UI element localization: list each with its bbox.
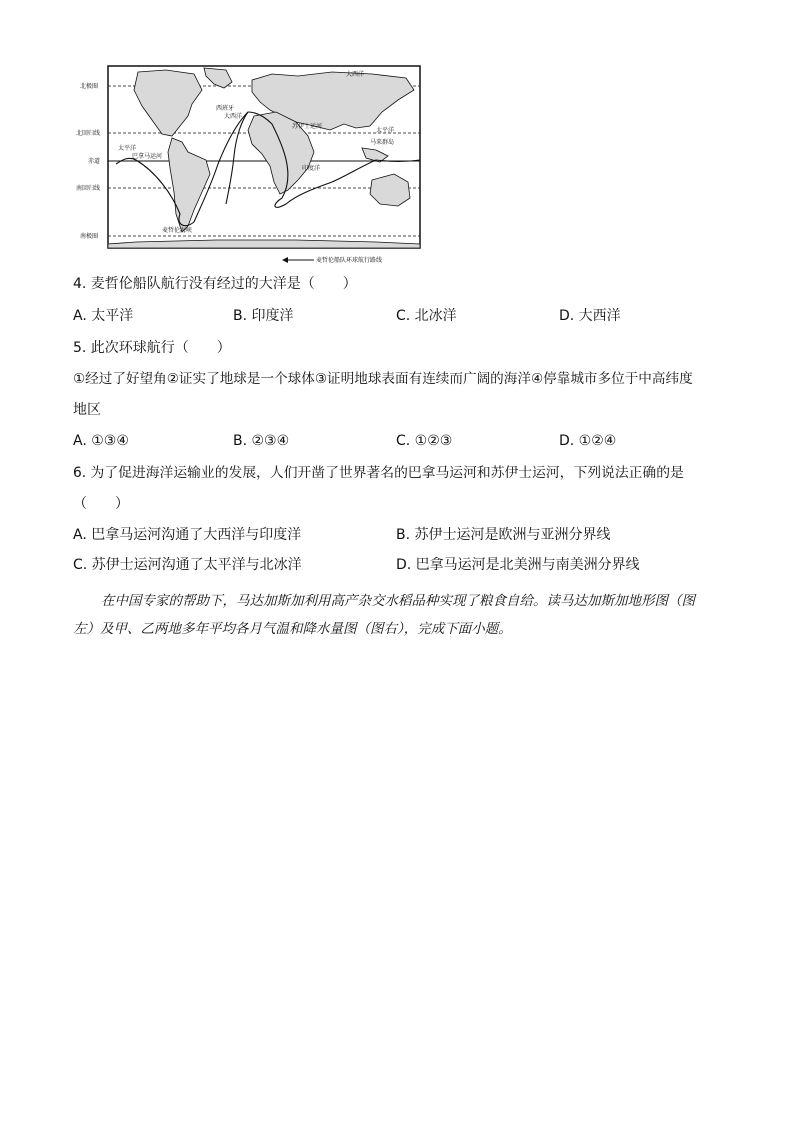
q4-option-b[interactable]: B. 印度洋 [233,308,294,324]
map-svg [76,64,428,266]
place-label-suez: 苏伊士运河 [292,123,323,130]
place-label-malay: 马来群岛 [370,139,395,146]
intro-paragraph [73,587,733,643]
q5-option-a[interactable]: A. ①③④ [73,433,129,449]
legend-label: 麦哲伦船队环球航行路线 [316,257,383,264]
place-label-panama: 巴拿马运河 [132,153,163,160]
ocean-label-pacific-e: 太平洋 [118,145,137,152]
lat-label-capricorn: 南回归线 [76,185,101,192]
intro-line1: 在中国专家的帮助下，马达加斯加利用高产杂交水稻品种实现了粮食自给。读马达加斯加地形图（图 [101,593,695,609]
q4-stem: 4. 麦哲伦船队航行没有经过的大洋是（ ） [73,276,357,292]
lat-label-equator: 赤道 [88,158,101,165]
legend-arrow-icon [282,257,288,263]
world-route-map [76,64,428,266]
q5-statements-line2: 地区 [73,402,101,418]
q4-option-c[interactable]: C. 北冰洋 [396,308,457,324]
q5-option-d[interactable]: D. ①②④ [559,433,617,449]
q6-option-c[interactable]: C. 苏伊士运河沟通了太平洋与北冰洋 [73,557,302,573]
intro-line2: 左）及甲、乙两地多年平均各月气温和降水量图（图右），完成下面小题。 [73,621,512,637]
q5-option-c[interactable]: C. ①②③ [396,433,453,449]
lat-label-antarctic: 南极圈 [80,233,99,240]
ocean-label-pacific-w: 太平洋 [376,127,395,134]
q5-option-b[interactable]: B. ②③④ [233,433,290,449]
lat-label-cancer: 北回归线 [76,130,101,137]
q4-option-d[interactable]: D. 大西洋 [559,308,621,324]
ocean-label-indian: 印度洋 [302,165,321,172]
ocean-label-atlantic-top: 大西洋 [346,71,365,78]
place-label-magellan-strait: 麦哲伦海峡 [162,227,193,234]
q5-statements-line1: ①经过了好望角②证实了地球是一个球体③证明地球表面有连续而广阔的海洋④停靠城市多位于中高纬度 [73,371,693,387]
q6-stem-paren: （ ） [73,496,129,512]
q6-option-a[interactable]: A. 巴拿马运河沟通了大西洋与印度洋 [73,527,302,543]
q6-option-b[interactable]: B. 苏伊士运河是欧洲与亚洲分界线 [396,527,611,543]
place-label-spain: 西班牙 [216,105,235,112]
lat-label-arctic: 北极圈 [80,83,99,90]
ocean-label-atlantic-n: 大西洋 [224,113,243,120]
q4-option-a[interactable]: A. 太平洋 [73,308,134,324]
q6-stem: 6. 为了促进海洋运输业的发展，人们开凿了世界著名的巴拿马运河和苏伊士运河，下列说法正确的是 [73,465,684,481]
q5-stem: 5. 此次环球航行（ ） [73,340,231,356]
q6-option-d[interactable]: D. 巴拿马运河是北美洲与南美洲分界线 [396,557,640,573]
